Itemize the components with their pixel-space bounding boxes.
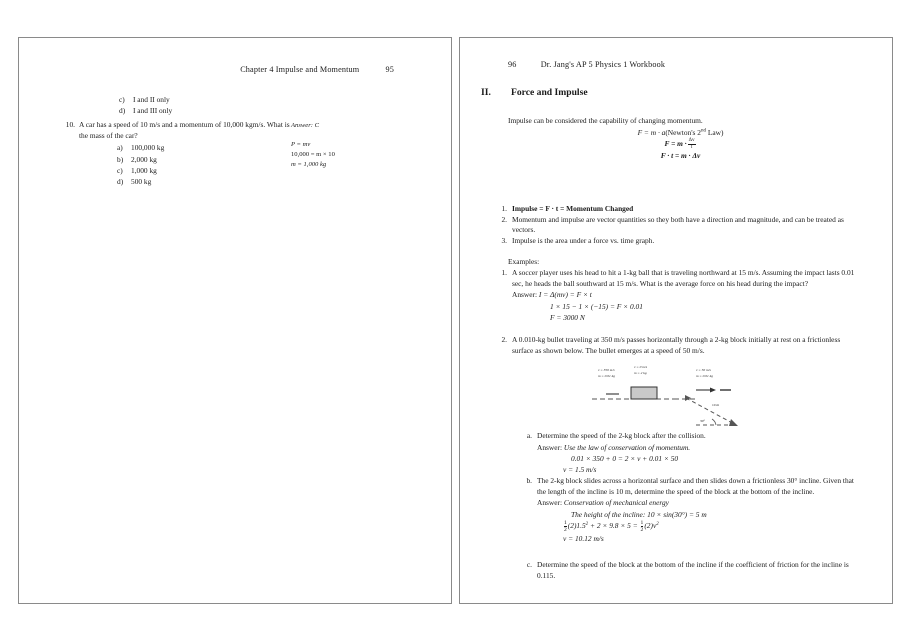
- part-b-math-3: v = 10.12 m/s: [563, 533, 604, 543]
- bullet-block-incline-figure: [588, 365, 778, 430]
- part-a-math-1: 0.01 × 350 + 0 = 2 × v + 0.01 × 50: [571, 453, 679, 463]
- principle-1-text: Impulse = F · t = Momentum Changed: [512, 204, 634, 213]
- principle-2-text: Momentum and impulse are vector quantities so they both have a direction and magnitude, and can be treated as vectors.: [512, 214, 844, 235]
- figure-label-incline-length: 10 m: [712, 403, 720, 407]
- part-a-text: Determine the speed of the 2-kg block after the collision.: [537, 431, 706, 440]
- part-a-answer-italic: Use the law of conservation of momentum.: [563, 442, 691, 452]
- part-a-marker: a.: [526, 431, 532, 440]
- part-b-marker: b.: [526, 476, 532, 485]
- example-1-text: A soccer player uses his head to hit a 1-kg ball that is traveling northward at 15 m/s. Assuming the impact lasts 0.01 sec, he heads the ball southward at 15 m/s. What is the average force on his head during the impact?: [512, 268, 855, 288]
- principle-3-text: Impulse is the area under a force vs. time graph.: [512, 236, 655, 246]
- example-1-answer-label: Answer:: [512, 290, 538, 300]
- choice-b-text: 2,000 kg: [131, 154, 157, 164]
- carryover-options-list: [119, 94, 172, 116]
- outgoing-bullet-arrowhead: [710, 388, 716, 393]
- equation-1-note-close: Law): [705, 127, 724, 137]
- principle-3-marker: 3.: [501, 236, 507, 246]
- block-rect: [631, 387, 657, 399]
- principle-2-marker: 2.: [501, 214, 507, 224]
- example-1-answer-eq-2: 1 × 15 − 1 × (−15) = F × 0.01: [550, 301, 643, 311]
- carryover-option-c: [119, 94, 172, 105]
- choice-c-label: c): [117, 165, 123, 175]
- left-page-header: [240, 65, 394, 74]
- part-a-math-line-1: [537, 453, 860, 464]
- example-1-marker: 1.: [501, 268, 507, 277]
- choice-c-text: 1,000 kg: [131, 165, 157, 175]
- part-b-math-line-1: [537, 509, 860, 520]
- example-2: [496, 335, 858, 356]
- right-page: [459, 37, 893, 604]
- part-b-answer: [537, 497, 860, 543]
- example-2-text: A 0.010-kg bullet traveling at 350 m/s passes horizontally through a 2-kg block initially at rest on a frictionless surface as shown below. The bullet emerges at a speed of 50 m/s.: [512, 335, 841, 355]
- part-a-math-line-2: [537, 464, 860, 475]
- equation-2-fraction: [688, 138, 696, 150]
- part-b-answer-line: [537, 497, 860, 508]
- section-title: Force and Impulse: [511, 87, 588, 98]
- part-c-text: Determine the speed of the block at the bottom of the incline if the coefficient of friction for the incline is 0.115.: [537, 560, 849, 580]
- carryover-option-c-label: c): [119, 95, 125, 104]
- figure-label-block-mass: m = 2 kg: [634, 371, 647, 375]
- part-a-answer-line: [537, 442, 860, 453]
- section-numeral: II.: [481, 87, 491, 98]
- choice-a-label: a): [117, 143, 123, 153]
- choice-d-label: d): [117, 177, 124, 187]
- question-10-choices: [117, 142, 291, 187]
- part-b-text: The 2-kg block slides across a horizontal surface and then slides down a frictionless 30° incline. Given that the length of the incline is 10 m, determine the speed of the block at the bottom of the incline.: [537, 476, 854, 496]
- answer-heading: Answer: C: [291, 122, 320, 129]
- equation-2-fraction-denominator: t: [690, 143, 693, 150]
- figure-label-incline-angle: 30°: [700, 419, 705, 423]
- examples-label: Examples:: [508, 257, 540, 266]
- impulse-intro-text: Impulse can be considered the capability of changing momentum.: [508, 116, 703, 125]
- example-1-answer-eq-1: I = Δ(mv) = F × t: [538, 290, 592, 300]
- figure-svg: [588, 368, 778, 430]
- question-10: [59, 120, 291, 187]
- part-b-fraction-right-num: 1: [640, 519, 644, 526]
- example-1-answer-eq-3: F = 3000 N: [550, 312, 585, 322]
- carryover-option-d: [119, 105, 172, 116]
- part-b-math-2-exp1: 2: [585, 521, 589, 527]
- part-b-math-2-exp2: 2: [656, 521, 659, 527]
- impulse-principles-list: [496, 204, 854, 247]
- part-a-answer-label: Answer:: [537, 442, 563, 452]
- part-b-fraction-left: [564, 520, 567, 533]
- part-b-math-line-2: [537, 520, 860, 533]
- part-b-fraction-right-den: 2: [640, 526, 644, 533]
- equation-2-fraction-numerator: Δv: [688, 137, 695, 144]
- example-2-part-b: [520, 476, 860, 544]
- section-heading: [481, 87, 588, 98]
- figure-label-block-velocity: v = 0 m/s: [634, 365, 648, 369]
- right-page-header: [508, 60, 665, 69]
- carryover-option-d-text: I and III only: [133, 106, 173, 116]
- incline-top-marker: [685, 395, 691, 401]
- equation-1-note-open: (Newton's 2: [665, 127, 701, 137]
- question-10-number: 10.: [65, 120, 75, 129]
- principle-1-marker: 1.: [501, 204, 507, 213]
- choice-b-label: b): [117, 154, 124, 164]
- equation-3-text: F · t = m · Δv: [660, 151, 701, 161]
- principle-item-2: [496, 215, 854, 236]
- figure-label-bullet-in-mass: m = 0.01 kg: [598, 374, 615, 378]
- part-c-marker: c.: [526, 560, 532, 569]
- choice-d: [117, 176, 291, 187]
- answer-line-1: P = mv: [291, 140, 311, 148]
- question-10-text: A car has a speed of 10 m/s and a momentum of 10,000 kgm/s. What is the mass of the car?: [79, 120, 290, 140]
- equation-2-lhs: F = m ·: [664, 139, 687, 149]
- choice-b: [117, 154, 291, 165]
- equation-1-ordinal: nd: [700, 128, 706, 134]
- choice-a: [117, 142, 291, 153]
- right-header-book-title: Dr. Jang's AP 5 Physics 1 Workbook: [540, 60, 666, 69]
- example-1: [496, 268, 858, 323]
- example-1-answer: [512, 289, 858, 322]
- part-b-math-2b: + 2 × 9.8 × 5 =: [588, 520, 640, 530]
- part-b-answer-italic: Conservation of mechanical energy: [563, 498, 669, 508]
- principle-item-1: [496, 204, 854, 215]
- figure-label-bullet-out-velocity: v = 50 m/s: [696, 368, 711, 372]
- part-b-answer-label: Answer:: [537, 498, 563, 508]
- choice-c: [117, 165, 291, 176]
- answer-line-2: 10,000 = m × 10: [291, 150, 335, 158]
- example-1-answer-line-3: [512, 312, 858, 323]
- example-2-marker: 2.: [501, 335, 507, 344]
- equation-1-lhs: F = m · a: [637, 127, 666, 137]
- incline-dashed-line: [686, 398, 736, 425]
- choice-d-text: 500 kg: [131, 177, 152, 187]
- part-b-math-1: The height of the incline: 10 × sin(30°) = 5 m: [571, 509, 707, 519]
- answer-line-3: m = 1,000 kg: [291, 160, 327, 168]
- part-b-math-line-3: [537, 533, 860, 544]
- figure-label-bullet-out-mass: m = 0.01 kg: [696, 374, 713, 378]
- example-2-part-a: [520, 431, 860, 475]
- part-a-math-2: v = 1.5 m/s: [563, 464, 597, 474]
- left-page: [18, 37, 452, 604]
- carryover-option-d-label: d): [119, 106, 126, 116]
- part-b-math-2c: (2)v: [644, 520, 657, 530]
- right-header-page-number: 96: [508, 60, 517, 69]
- figure-label-bullet-in-velocity: v = 350 m/s: [598, 368, 615, 372]
- equation-1: [508, 127, 853, 138]
- angle-arc: [712, 419, 716, 425]
- left-header-chapter: Chapter 4 Impulse and Momentum: [240, 65, 360, 74]
- equation-2: [508, 138, 853, 150]
- incline-arrowhead: [729, 419, 738, 426]
- choice-a-text: 100,000 kg: [131, 143, 165, 153]
- part-b-math-2a: (2)1.5: [567, 520, 586, 530]
- left-header-page-number: 95: [385, 65, 394, 74]
- principle-item-3: [496, 236, 854, 247]
- part-a-answer: [537, 442, 860, 475]
- part-b-fraction-left-num: 1: [564, 519, 567, 526]
- part-b-fraction-left-den: 2: [564, 526, 567, 533]
- equation-3: [508, 150, 853, 161]
- part-b-fraction-right: [641, 520, 644, 533]
- answer-column: [291, 121, 335, 170]
- example-1-answer-line-2: [512, 301, 858, 312]
- carryover-option-c-text: I and II only: [133, 95, 170, 104]
- example-2-part-c: [520, 560, 860, 581]
- impulse-intro-block: [508, 116, 853, 162]
- example-1-answer-line-1: [512, 289, 858, 300]
